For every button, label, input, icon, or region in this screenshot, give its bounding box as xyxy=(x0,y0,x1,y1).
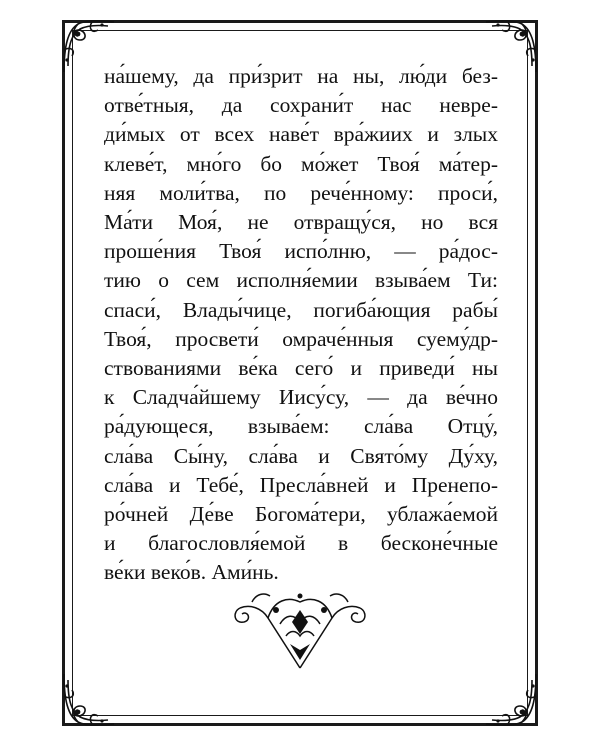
prayer-line: Твоя́, просвети́ омраче́нныя суему́др- xyxy=(104,326,498,351)
prayer-line: спаси́, Влады́чице, погиба́ющия рабы́ xyxy=(104,297,498,322)
corner-ornament-bottom-right-icon xyxy=(480,668,542,730)
prayer-line: сла́ва и Тебе́, Пресла́вней и Пренепо- xyxy=(104,472,498,497)
prayer-line: клеве́т, мно́го бо мо́жет Твоя́ ма́тер- xyxy=(104,151,498,176)
prayer-line: ра́дующеся, взыва́ем: сла́ва Отцу́, xyxy=(104,414,498,439)
prayer-line: тию о сем исполня́емии взыва́ем Ти: xyxy=(104,268,498,293)
prayer-line: на́шему, да при́зрит на ны, лю́ди без- xyxy=(104,64,498,88)
prayer-line: Ма́ти Моя́, не отвращу́ся, но вся xyxy=(104,210,498,235)
prayer-line: ди́мых от всех наве́т вра́жиих и злых xyxy=(104,122,498,147)
floral-vignette-icon xyxy=(228,588,372,674)
prayer-line: ствованиями ве́ка сего́ и приведи́ ны xyxy=(104,356,498,381)
prayer-line: няя моли́тва, по рече́нному: проси́, xyxy=(104,180,498,205)
prayer-line: ро́чней Де́ве Богома́тери, ублажа́емой xyxy=(104,502,498,527)
prayer-line: к Сладча́йшему Иису́су, — да ве́чно xyxy=(104,385,498,410)
prayer-line: и благословля́емой в бесконе́чные xyxy=(104,531,498,556)
prayer-line: сла́ва Сы́ну, сла́ва и Свято́му Ду́ху, xyxy=(104,443,498,468)
prayer-text xyxy=(104,62,498,588)
prayer-line: отве́тныя, да сохрани́т нас невре- xyxy=(104,93,498,118)
corner-ornament-bottom-left-icon xyxy=(58,668,120,730)
prayer-line: проше́ния Твоя́ испо́лню, — ра́дос- xyxy=(104,239,498,264)
prayer-line-last: ве́ки веко́в. Ами́нь. xyxy=(104,560,279,585)
